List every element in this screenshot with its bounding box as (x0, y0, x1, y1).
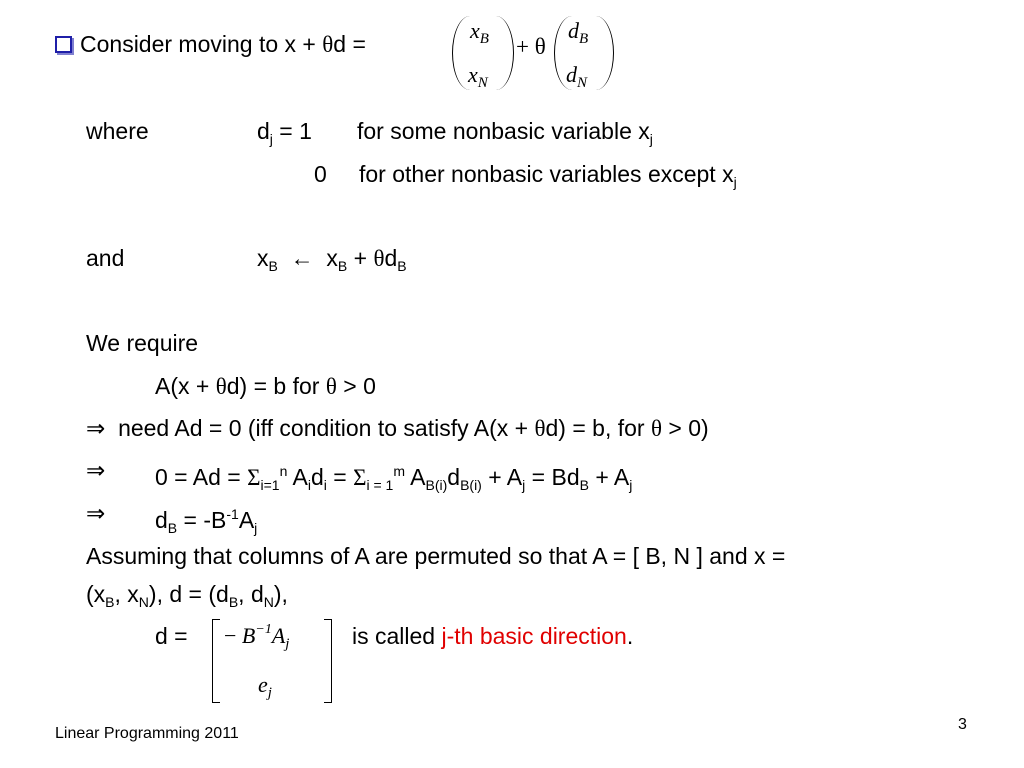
where-desc2: for other nonbasic variables except $x_j$ (359, 161, 737, 190)
matrix-right-bracket (324, 619, 332, 703)
and-label: and (86, 245, 125, 271)
vec1-top: $x_B$ (470, 18, 489, 47)
jth-basic-direction: j-th basic direction (441, 623, 627, 649)
implies-icon: ⇒ (86, 416, 106, 441)
right-paren-2 (594, 16, 614, 90)
sum-line: $0 = Ad = \Sigma_{i=1}^n$ $A_id_i = \Sigma_{i = 1}^m$ $A_{B(i)}d_{B(i)} + A_j = Bd_B + A_j$ (155, 463, 633, 493)
where-zero: 0 (314, 161, 327, 187)
d-equals: d = (155, 623, 188, 649)
matrix-bottom-entry: $e_j$ (258, 672, 272, 701)
where-desc1: for some nonbasic variable $x_j$ (357, 118, 653, 147)
require-equation: A(x + θd) = b for θ > 0 (155, 373, 376, 399)
vec2-bottom: $d_N$ (566, 62, 588, 91)
left-arrow-icon: ← (290, 246, 314, 271)
we-require: We require (86, 330, 199, 356)
vec1-bottom: $x_N$ (468, 62, 488, 91)
theta-symbol: θ (322, 32, 334, 57)
vec2-top: $d_B$ (568, 18, 589, 47)
bullet-line (55, 30, 366, 59)
line1-text: Consider moving to x + (80, 31, 323, 57)
right-paren-1 (494, 16, 514, 90)
matrix-left-bracket (212, 619, 220, 703)
dB-line: $d_B = -B^{-1}A_j$ (155, 506, 258, 536)
sum-implies: ⇒ (86, 458, 106, 483)
square-bullet-icon (55, 36, 72, 53)
dB-implies: ⇒ (86, 501, 106, 526)
matrix-top-entry: − $B^{-1}A_j$ (224, 622, 290, 652)
where-dj: $d_j = 1$ (257, 118, 312, 147)
assume-line-1: Assuming that columns of A are permuted so that A = [ B, N ] and x = (86, 543, 786, 569)
page-number: 3 (958, 716, 967, 733)
is-called-line: is called j-th basic direction. (352, 623, 634, 649)
where-label: where (86, 118, 149, 144)
line1-tail: d = (333, 31, 366, 57)
assume-line-2: ($x_B$, $x_N$), $d = (d_B$, $d_N$), (86, 581, 288, 610)
and-expression: $x_B$ ← $x_B + \theta d_B$ (257, 245, 407, 274)
footer-title: Linear Programming 2011 (55, 725, 239, 742)
plus-theta: + θ (516, 34, 546, 59)
need-line: ⇒ need Ad = 0 (iff condition to satisfy A(x + θd) = b, for θ > 0) (86, 415, 709, 441)
